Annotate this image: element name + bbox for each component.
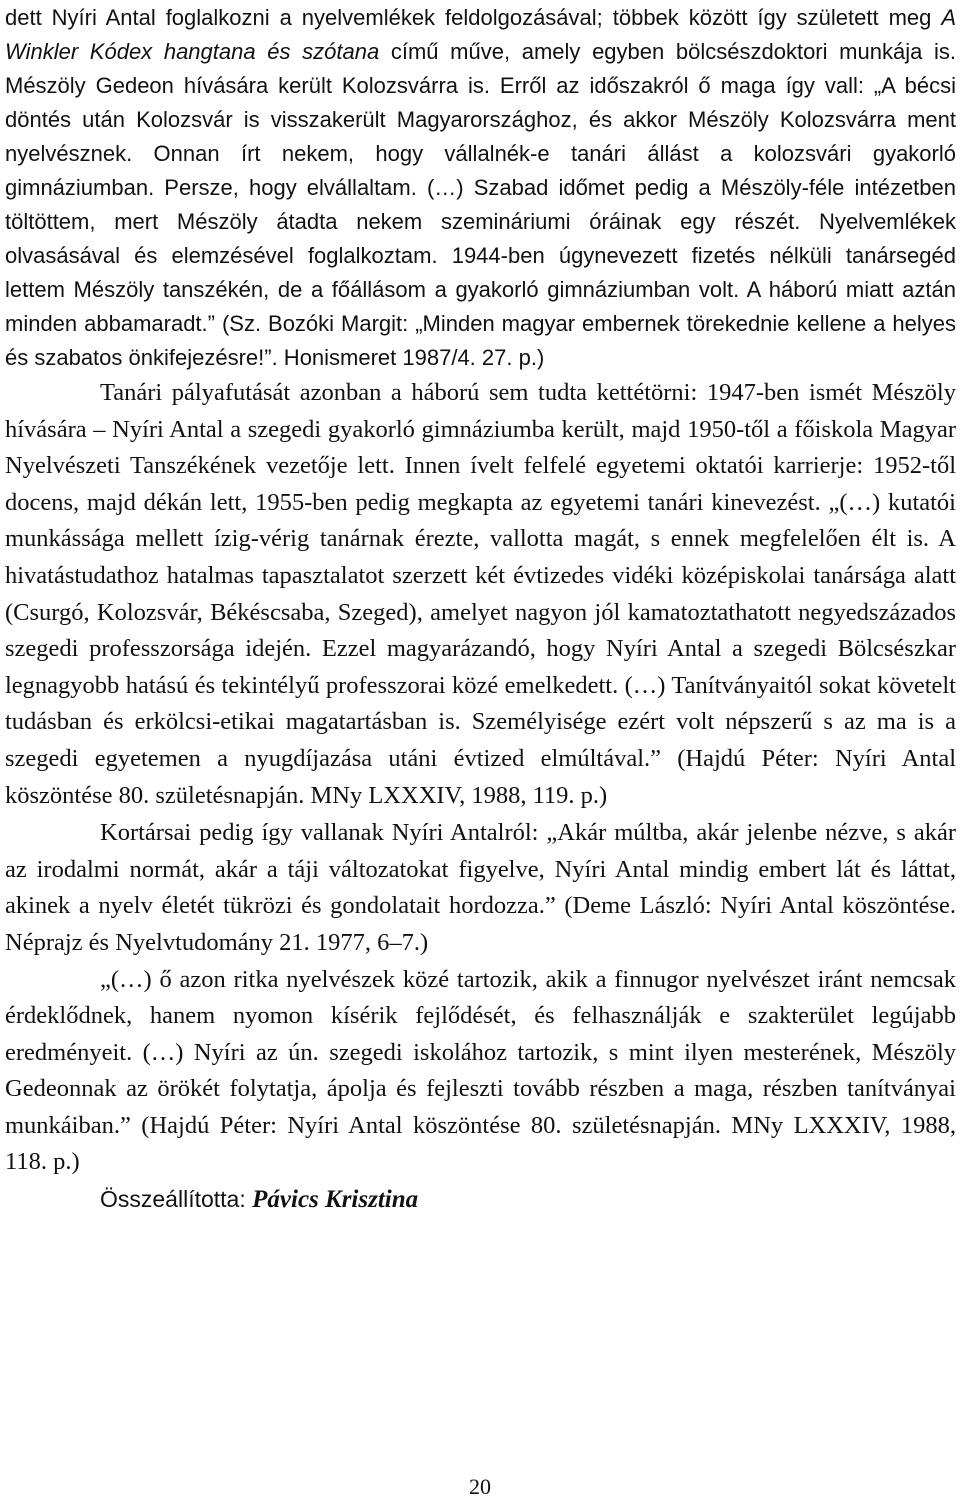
paragraph-contemporaries: Kortársai pedig így vallanak Nyíri Antalról: „Akár múltba, akár jelenbe nézve, s akár az irodalmi normát, akár a táji változatokat figyelve, Nyíri Antal mindig embert lát és láttat, akinek a nyelv életét tükrözi és gondolatait hordozza.” (Deme László: Nyíri Antal köszöntése. Néprajz és Nyelvtudomány 21. 1977, 6–7.) — [5, 819, 956, 956]
paragraph-intro-part1: dett Nyíri Antal foglalkozni a nyelvemlékek feldolgozásával; többek között így született meg — [5, 5, 942, 30]
compiled-by-line — [5, 1181, 956, 1218]
page-number: 20 — [469, 1474, 491, 1499]
paragraph-finnugor-quote: „(…) ő azon ritka nyelvészek közé tartozik, akik a finnugor nyelvészet iránt nemcsak érdeklődnek, hanem nyomon kísérik fejlődését, és felhasználják e szakterület legújabb eredményeit. (…) Nyíri az ún. szegedi iskolához tartozik, s mint ilyen mesterének, Mészöly Gedeonnak az örökét folytatja, ápolja és fejleszti tovább részben a maga, részben tanítványai munkáiban.” (Hajdú Péter: Nyíri Antal köszöntése 80. születésnapján. MNy LXXXIV, 1988, 118. p.) — [5, 965, 956, 1176]
paragraph-intro-part2: című műve, amely egyben bölcsészdoktori munkája is. Mészöly Gedeon hívására került Kolozsvárra is. Erről az időszakról ő maga így vall: „A bécsi döntés után Kolozsvár is visszakerült Magyarországhoz, és akkor Mészöly Kolozsvárra ment nyelvésznek. Onnan írt nekem, hogy vállalnék-e tanári állást a kolozsvári gyakorló gimnáziumban. Persze, hogy elvállaltam. (…) Szabad időmet pedig a Mészöly-féle intézetben töltöttem, mert Mészöly átadta nekem szemináriumi óráinak egy részét. Nyelvemlékek olvasásával és elemzésével foglalkoztam. 1944-ben úgynevezett fizetés nélküli tanársegéd lettem Mészöly tanszékén, de a főállásom a gyakorló gimnáziumban volt. A háború miatt aztán minden abbamaradt.” (Sz. Bozóki Margit: „Minden magyar embernek törekednie kellene a helyes és szabatos önkifejezésre!”. Honismeret 1987/4. 27. p.) — [5, 39, 956, 370]
paragraph-intro — [5, 0, 956, 375]
document-page — [5, 0, 956, 1218]
compiler-name: Pávics Krisztina — [252, 1186, 419, 1214]
work-title: A Winkler Kódex hangtana és szótana — [5, 5, 956, 64]
compiled-by-label: Összeállította: — [100, 1186, 253, 1213]
paragraph-career: Tanári pályafutását azonban a háború sem tudta kettétörni: 1947-ben ismét Mészöly hívására – Nyíri Antal a szegedi gyakorló gimnáziumba került, majd 1950-től a főiskola Magyar Nyelvészeti Tanszékének vezetője lett. Innen ívelt felfelé egyetemi oktatói karrierje: 1952-től docens, majd dékán lett, 1955-ben pedig megkapta az egyetemi tanári kinevezést. „(…) kutatói munkássága mellett ízig-vérig tanárnak érezte, vallotta magát, s ennek megfelelően élt is. A hivatástudathoz hatalmas tapasztalatot szerzett két évtizedes vidéki középiskolai tanársága alatt (Csurgó, Kolozsvár, Békéscsaba, Szeged), amelyet nagyon jól kamatoztathatott negyedszázados szegedi professzorsága idején. Ezzel magyarázandó, hogy Nyíri Antal a szegedi Bölcsészkar legnagyobb hatású és tekintélyű professzorai közé emelkedett. (…) Tanítványaitól sokat követelt tudásban és erkölcsi-etikai magatartásban is. Személyisége ezért volt népszerű s az ma is a szegedi egyetemen a nyugdíjazása utáni évtized elmúltával.” (Hajdú Péter: Nyíri Antal köszöntése 80. születésnapján. MNy LXXXIV, 1988, 119. p.) — [5, 379, 956, 809]
